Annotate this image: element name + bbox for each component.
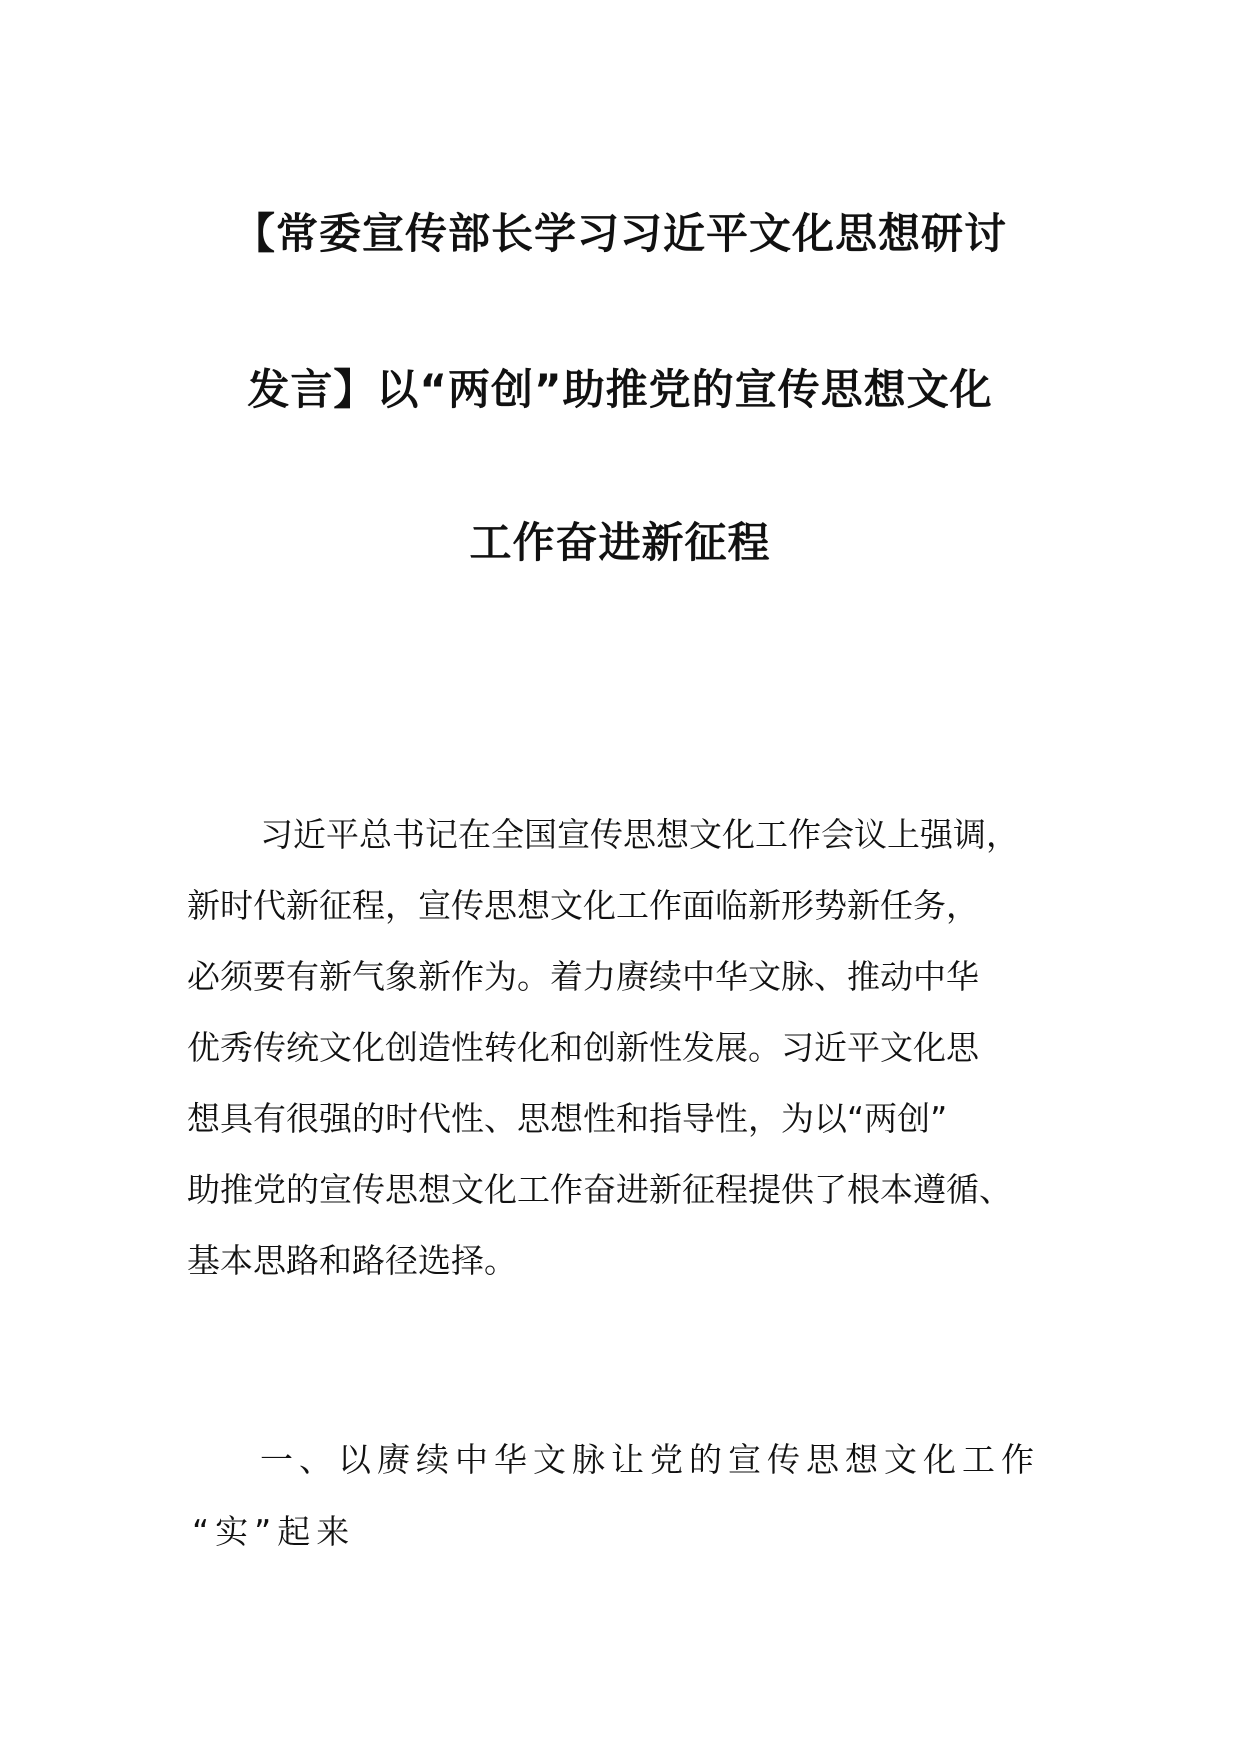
intro-paragraph-line: 想具有很强的时代性、思想性和指导性，为以“两创” (187, 1099, 948, 1138)
document-title-line-2: 发言】以“两创”助推党的宣传思想文化 (247, 365, 993, 414)
section-heading-line-1: 一、以赓续中华文脉让党的宣传思想文化工作 (260, 1440, 1040, 1479)
intro-paragraph-line: 习近平总书记在全国宣传思想文化工作会议上强调， (260, 815, 1019, 854)
intro-paragraph-line: 新时代新征程，宣传思想文化工作面临新形势新任务， (187, 886, 979, 925)
intro-paragraph-line: 基本思路和路径选择。 (187, 1241, 517, 1280)
intro-paragraph-line: 必须要有新气象新作为。着力赓续中华文脉、推动中华 (187, 957, 979, 996)
document-title-line-3: 工作奋进新征程 (469, 518, 771, 567)
intro-paragraph-line: 助推党的宣传思想文化工作奋进新征程提供了根本遵循、 (187, 1170, 1012, 1209)
section-heading-line-2: “实”起来 (192, 1512, 356, 1551)
intro-paragraph-line: 优秀传统文化创造性转化和创新性发展。习近平文化思 (187, 1028, 979, 1067)
document-title-line-1: 【常委宣传部长学习习近平文化思想研讨 (232, 209, 1007, 258)
